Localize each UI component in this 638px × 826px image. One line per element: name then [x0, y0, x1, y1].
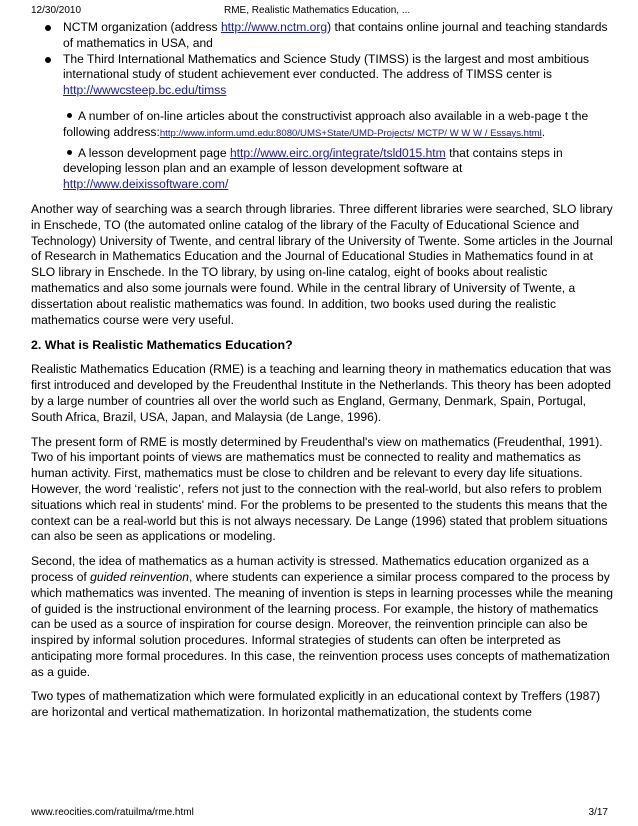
sub-bullet-list [31, 109, 616, 193]
paragraph-rme-definition: Realistic Mathematics Education (RME) is a teaching and learning theory in mathematics education that was first introduced and developed by the Freudenthal Institute in the Netherlands. This theory has been adopted by a large number of countries all over the world such as England, Germany, Denmark, Spain, Portugal, South Africa, Brazil, USA, Japan, and Malaysia (de Lange, 1996). [31, 362, 612, 424]
bullet-text-post: ) that contains online journal and teaching standards of mathematics in USA, and [63, 20, 608, 50]
page-footer [0, 804, 638, 826]
bullet-text-pre: NCTM organization (address [63, 20, 221, 34]
sub-text-mid: that contains steps in developing lesson plan and an example of lesson development software at [63, 145, 563, 176]
bullet-icon [45, 25, 51, 31]
timss-link[interactable]: http://wwwcsteep.bc.edu/timss [63, 83, 227, 98]
list-item [31, 20, 616, 52]
resource-bullet-list [31, 20, 616, 99]
lesson-development-link[interactable]: http://www.eirc.org/integrate/tsld015.htm [229, 145, 446, 160]
document-body [31, 20, 616, 730]
sub-text-pre: A lesson development page [78, 145, 230, 160]
emphasis-guided-reinvention: guided reinvention [90, 569, 189, 584]
bullet-icon [67, 150, 72, 155]
list-item [31, 52, 616, 99]
paragraph-present-form: The present form of RME is mostly determined by Freudenthal's view on mathematics (Freudenthal, 1991). Two of his important points of views are mathematics must be connected to reality and mathematics as human activity. First, mathematics must be close to children and be relevant to every day life situations. However, the word ‘realistic’, refers not just to the connection with the real-world, but also refers to problem situations which real in students' mind. For the problems to be presented to the students this means that the context can be a real-world but this is not always necessary. De Lange (1996) stated that problem situations can also be seen as applications or modeling. [31, 434, 608, 544]
bullet-text-pre: The Third International Mathematics and Science Study (TIMSS) is the largest and most ambitious international study of student achievement ever conducted. The address of TIMSS center is [63, 51, 590, 82]
paragraph-mathematization: Two types of mathematization which were formulated explicitly in an educational context by Treffers (1987) are horizontal and vertical mathematization. In horizontal mathematization, the students come [31, 689, 601, 720]
bullet-icon [67, 113, 72, 118]
footer-url: www.reocities.com/ratuilma/rme.html [31, 807, 194, 818]
bullet-icon [45, 57, 51, 63]
paragraph-libraries: Another way of searching was a search through libraries. Three different libraries were searched, SLO library in Enschede, TO (the automated online catalog of the library of the Faculty of Educational Science and Technology) University of Twente, and central library of the University of Twente. Some articles in the Journal of Research in Mathematics Education and the Journal of Educational Studies in Mathematics found in at SLO library in Enschede. In the TO library, by using on-line catalog, eight of books about realistic mathematics and also some journals were found. While in the central library of University of Twente, a dissertation about realistic mathematics was found. In addition, two books used during the realistic mathematics course were very useful. [31, 201, 613, 327]
footer-page-number: 3/17 [588, 807, 608, 818]
sub-text-pre: A number of on-line articles about the constructivist approach also available in a web-page t the following address: [63, 108, 589, 139]
paragraph-human-activity [31, 554, 616, 680]
header-title: RME, Realistic Mathematics Education, ... [224, 5, 411, 16]
section-heading: 2. What is Realistic Mathematics Education? [31, 338, 293, 353]
header-date: 12/30/2010 [31, 5, 82, 16]
nctm-link[interactable]: http://www.nctm.org [220, 20, 328, 34]
paragraph-text-post: , where students can experience a similar process compared to the process by which mathematics was invented. The meaning of invention is steps in learning processes while the meaning of guided is the instructional environment of the learning process. For example, the history of mathematics can be used as a source of inspiration for course design. Moreover, the reinvention principle can also be inspired by informal solution procedures. Informal strategies of students can often be interpreted as anticipating more formal procedures. In this case, the reinvention process uses concepts of mathematization as a guide. [31, 569, 613, 679]
list-item [63, 109, 616, 142]
sub-text-post: . [541, 124, 546, 139]
constructivist-articles-link[interactable]: http://www.inform.umd.edu:8080/UMS+State/UMD-Projects/ MCTP/ W W W / Essays.html [159, 127, 542, 139]
list-item [63, 146, 616, 193]
paragraph-text-pre: Second, the idea of mathematics as a human activity is stressed. Mathematics education organized as a process of [31, 554, 589, 584]
deixis-software-link[interactable]: http://www.deixissoftware.com/ [63, 177, 229, 192]
page-header [0, 4, 638, 18]
